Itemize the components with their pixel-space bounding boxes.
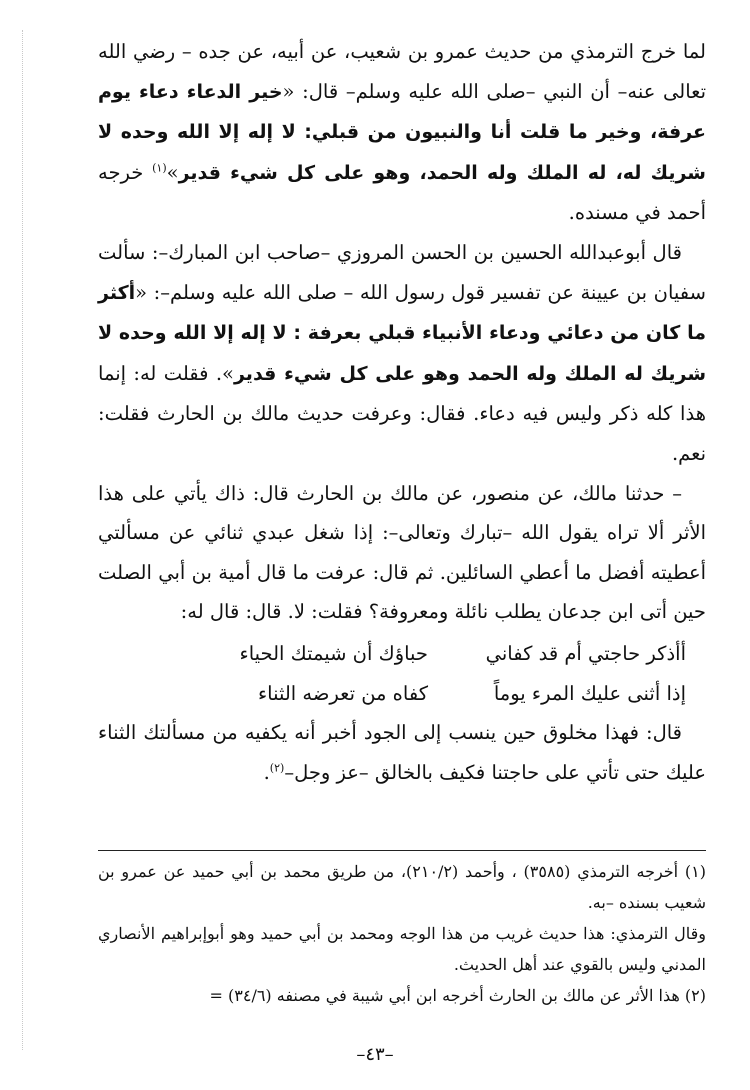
poem-verse [98,674,706,714]
main-text [98,32,706,792]
footnotes [98,856,706,1011]
footnote-1: (١) أخرجه الترمذي (٣٥٨٥) ، وأحمد (٢١٠/٢)، من طريق محمد بن أبي حميد عن عمرو بن شعيب بسنده –به. [98,862,707,912]
footnote-ref-1[interactable]: (١) [152,161,167,175]
verse-second-hemistich: حباؤك أن شيمتك الحياء [239,641,428,665]
paragraph-1 [98,32,706,233]
footnote-divider [98,850,706,851]
poem-verse [98,634,706,674]
quote-close-1: » [166,160,179,184]
hadith-quote-1: خير الدعاء دعاء يوم عرفة، وخير ما قلت أنا والنبيون من قبلي: لا إله إلا الله وحده لا شريك له، له الملك وله الحمد، وهو على كل شيء قدير [98,80,706,184]
footnote-ref-2[interactable]: (٢) [269,761,285,775]
para1-tail: خرجه أحمد في مسنده. [98,160,706,225]
para4-end: . [263,760,270,784]
verse-first-hemistich: أأذكر حاجتي أم قد كفاني [485,641,686,665]
verse-second-hemistich: كفاه من تعرضه الثناء [257,681,428,705]
poem [98,634,706,713]
binding-margin-dots [22,30,23,1050]
footnote-1-continued: وقال الترمذي: هذا حديث غريب من هذا الوجه ومحمد بن أبي حميد وهو أبوإبراهيم الأنصاري المدني وليس بالقوي عند أهل الحديث. [98,924,706,974]
verse-first-hemistich: إذا أثنى عليك المرء يوماً [493,681,686,705]
paragraph-3 [98,474,706,632]
para1-text: لما خرج الترمذي من حديث عمرو بن شعيب، عن أبيه، عن جده – رضي الله تعالى عنه– أن النبي –صلى الله عليه وسلم– قال: « [98,40,706,103]
para3-text: – حدثنا مالك، عن منصور، عن مالك بن الحارث قال: ذاك يأتي على هذا الأثر ألا تراه يقول الله –تبارك وتعالى–: إذا شغل عبدي ثنائي عن مسألتي أعطيته أفضل ما أعطي السائلين. ثم قال: عرفت ما قال أمية بن أبي الصلت حين أتى ابن جدعان يطلب نائلة ومعروفة؟ فقلت: لا. قال: قال له: [98,481,706,624]
para4-text: قال: فهذا مخلوق حين ينسب إلى الجود أخبر أنه يكفيه من مسألتك الثناء عليك حتى تأتي على حاجتنا فكيف بالخالق –عز وجل– [98,721,706,784]
page-number: –٤٣– [356,1044,394,1065]
hadith-quote-2: أكثر ما كان من دعائي ودعاء الأنبياء قبلي بعرفة : لا إله إلا الله وحده لا شريك له الملك وله الحمد وهو على كل شيء قدير [98,281,706,385]
para2-tail: ». فقلت له: إنما هذا كله ذكر وليس فيه دعاء. فقال: وعرفت حديث مالك بن الحارث فقلت: نعم. [98,361,706,465]
footnote-2: (٢) هذا الأثر عن مالك بن الحارث أخرجه ابن أبي شيبة في مصنفه (٣٤/٦) = [209,986,706,1005]
paragraph-2 [98,233,706,474]
para2-text: قال أبوعبدالله الحسين بن الحسن المروزي –صاحب ابن المبارك–: سألت سفيان بن عيينة عن تفسير قول رسول الله – صلى الله عليه وسلم–: « [98,240,706,304]
paragraph-4 [98,713,706,792]
